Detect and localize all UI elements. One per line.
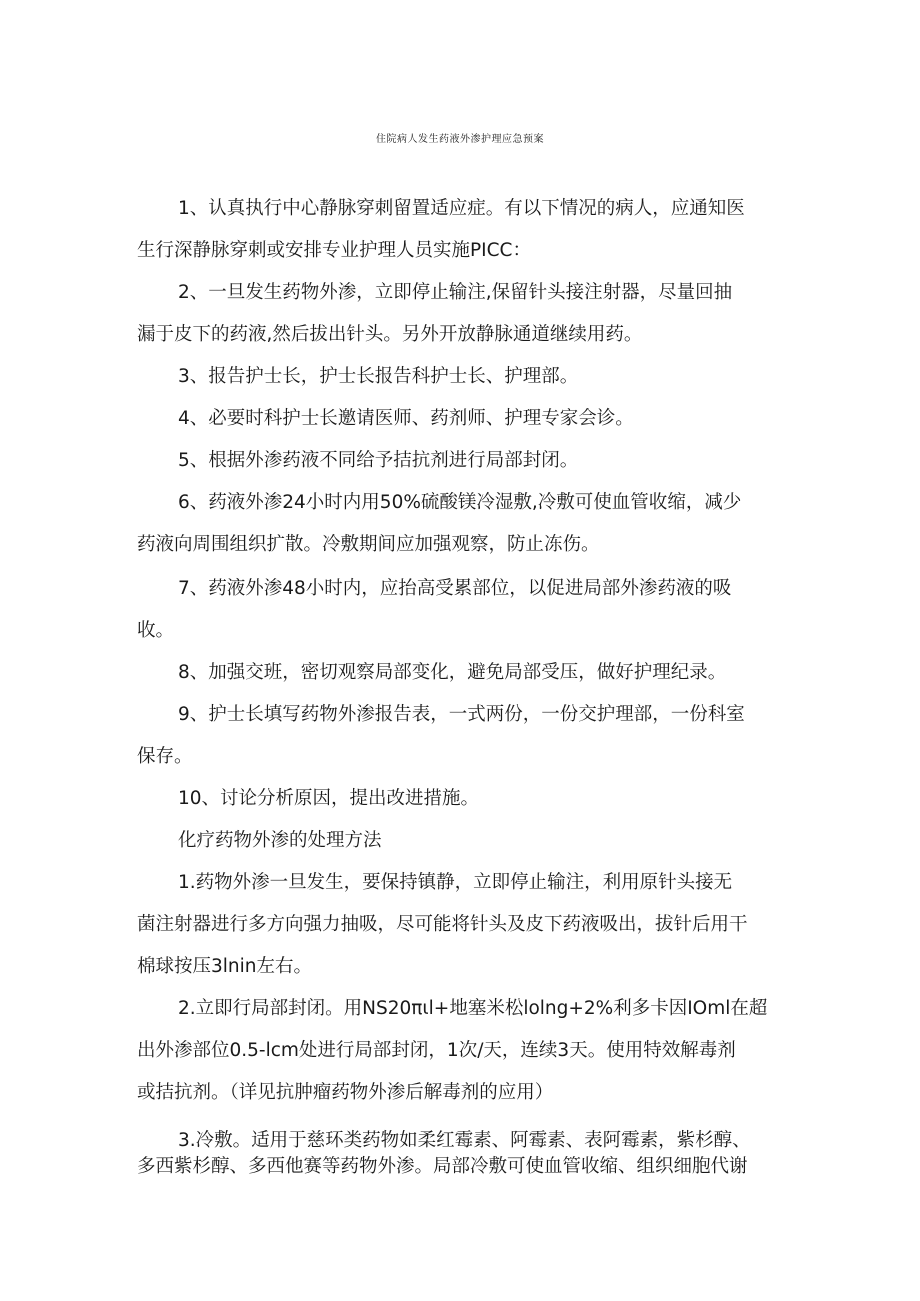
paragraph-line: 保存。 <box>137 746 193 767</box>
paragraph-line: 2.立即行局部封闭。用NS20πιl+地塞米松lolng+2%利多卡因IOml在超 <box>178 998 768 1019</box>
paragraph-line: 3、报告护士长，护士长报告科护士长、护理部。 <box>178 366 579 387</box>
paragraph-line: 多西紫杉醇、多西他赛等药物外渗。局部冷敷可使血管收缩、组织细胞代谢 <box>137 1156 748 1177</box>
paragraph-line: 或拮抗剂。（详见抗肿瘤药物外渗后解毒剂的应用） <box>137 1082 554 1103</box>
paragraph-line: 药液向周围组织扩散。冷敷期间应加强观察，防止冻伤。 <box>137 534 600 555</box>
paragraph-line: 2、一旦发生药物外渗，立即停止输注,保留针头接注射器，尽量回抽 <box>178 282 733 303</box>
paragraph-line: 漏于皮下的药液,然后拔出针头。另外开放静脉通道继续用药。 <box>137 324 643 345</box>
paragraph-line: 3.冷敷。适用于慈环类药物如柔红霉素、阿霉素、表阿霉素，紫杉醇、 <box>178 1130 751 1151</box>
paragraph-line: 收。 <box>137 620 175 641</box>
document-title: 住院病人发生药液外渗护理应急预案 <box>376 134 544 145</box>
paragraph-line: 4、必要时科护士长邀请医师、药剂师、护理专家会诊。 <box>178 408 634 429</box>
paragraph-line: 1.药物外渗一旦发生，要保持镇静，立即停止输注，利用原针头接无 <box>178 872 733 893</box>
paragraph-line: 10、讨论分析原因，提出改进措施。 <box>178 788 480 809</box>
paragraph-line: 5、根据外渗药液不同给予拮抗剂进行局部封闭。 <box>178 450 579 471</box>
paragraph-line: 生行深静脉穿刺或安排专业护理人员实施PICC： <box>137 240 531 261</box>
paragraph-line: 1、认真执行中心静脉穿刺留置适应症。有以下情况的病人，应通知医 <box>178 198 745 219</box>
paragraph-line: 6、药液外渗24小时内用50%硫酸镁冷湿敷,冷敷可使血管收缩，减少 <box>178 492 742 513</box>
paragraph-line: 9、护士长填写药物外渗报告表，一式两份，一份交护理部，一份科室 <box>178 704 745 725</box>
paragraph-line: 8、加强交班，密切观察局部变化，避免局部受压，做好护理纪录。 <box>178 662 727 683</box>
paragraph-line: 出外渗部位0.5-lcm处进行局部封闭，1次/天，连续3天。使用特效解毒剂 <box>137 1040 736 1061</box>
paragraph-line: 7、药液外渗48小时内，应抬高受累部位，以促进局部外渗药液的吸 <box>178 578 732 599</box>
paragraph-line: 菌注射器进行多方向强力抽吸，尽可能将针头及皮下药液吸出，拔针后用干 <box>137 914 748 935</box>
section-heading: 化疗药物外渗的处理方法 <box>178 830 382 851</box>
paragraph-line: 棉球按压3lnin左右。 <box>137 956 313 977</box>
